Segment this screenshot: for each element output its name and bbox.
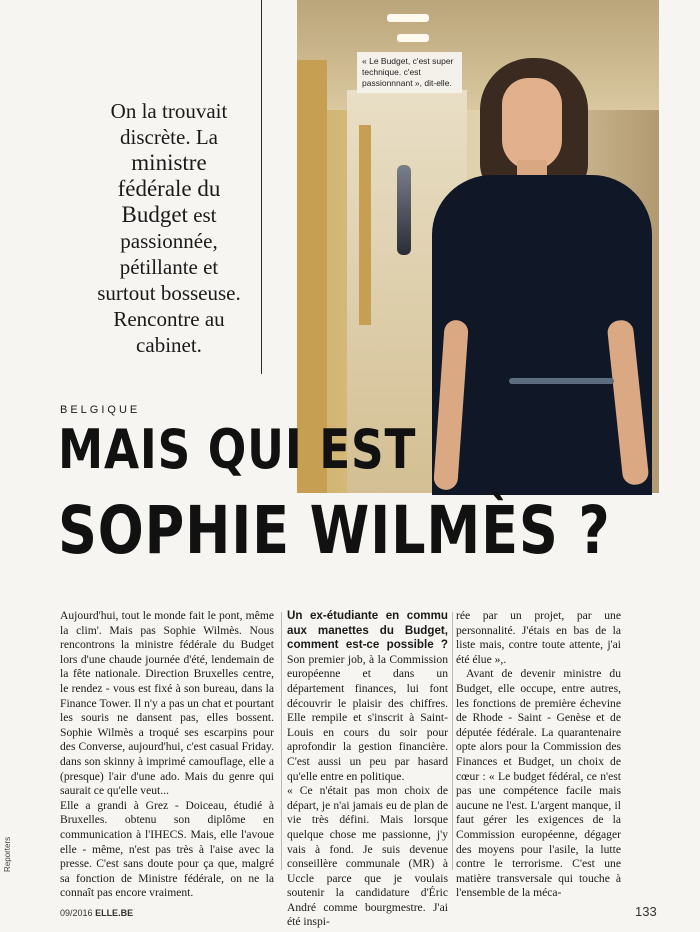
paragraph: rée par un projet, par une personnalité. J'étais en bas de la liste mais, contre toute attente, j'ai été élue »,.	[456, 609, 621, 666]
footer-issue	[60, 908, 133, 918]
intro-line: surtout bosseuse.	[97, 281, 241, 305]
ceiling-light	[387, 14, 429, 22]
intro-line: passionnée,	[120, 229, 218, 253]
background-person	[397, 165, 411, 255]
subject-belt	[509, 378, 614, 384]
article-column-3	[456, 609, 621, 900]
issue-date: 09/2016	[60, 908, 93, 918]
paragraph	[287, 609, 448, 784]
question-lead: Un ex-étudiante en commu aux manettes du Budget, comment est-ce possible ?	[287, 609, 448, 652]
article-column-1	[60, 609, 274, 900]
ceiling-light	[397, 34, 429, 42]
paragraph: Avant de devenir ministre du Budget, elle occupe, entre autres, les fonctions de première échevine de Rhode - Saint - Genèse et de députée fédérale. La quarantenaire opte alors pour la Commission des Finances et Budget, un choix de cœur : « Le budget fédéral, ce n'est pas une compétence facile mais aucune ne l'est. L'argent manque, il faut gérer les exigences de la Commission européenne, dégager des moyens pour l'asile, la lutte contre le terrorisme. C'est une matière transversale qui touche à l'ensemble de la méca-	[456, 667, 621, 900]
headline-line-1: MAIS QUI EST	[58, 418, 417, 481]
intro-line: discrète. La	[120, 125, 218, 149]
intro-word: est	[193, 203, 217, 227]
column-divider	[281, 612, 282, 870]
corridor-door	[359, 125, 371, 325]
intro-line: cabinet.	[136, 333, 202, 357]
intro-line: On la trouvait	[110, 99, 228, 123]
subject-face	[502, 78, 562, 170]
article-column-2	[287, 609, 448, 929]
magazine-name: ELLE.BE	[95, 908, 134, 918]
intro-line: pétillante et	[119, 255, 219, 279]
photo-caption: « Le Budget, c'est super technique. c'est passionnnant », dit-elle.	[357, 52, 462, 93]
intro-divider	[261, 0, 262, 374]
section-kicker: BELGIQUE	[60, 404, 141, 416]
intro-line	[80, 202, 258, 228]
intro-line: ministre	[131, 150, 207, 175]
intro-word: Budget	[121, 202, 188, 227]
intro-line: Rencontre au	[113, 307, 225, 331]
page-number: 133	[635, 904, 657, 919]
intro-line: fédérale du	[117, 176, 221, 201]
headline-line-2: SOPHIE WILMÈS ?	[58, 492, 611, 569]
paragraph: Aujourd'hui, tout le monde fait le pont, même la clim'. Mais pas Sophie Wilmès. Nous rencontrons la ministre fédérale du Budget lors d'une chaude journée d'été, lendemain de la fête nationale. Direction Bruxelles centre, le rendez - vous est fixé à son bureau, dans la Finance Tower. Il n'y a pas un chat et pourtant les souris ne dansent pas, elles bossent. Sophie Wilmès a troqué ses escarpins pour des Converse, aujourd'hui, c'est casual Friday. dans son skinny à imprimé camouflage, elle a (presque) l'air d'une ado. Mais du genre qui saurait ce qu'elle veut...	[60, 609, 274, 798]
intro-deck	[80, 98, 258, 358]
column-divider	[452, 612, 453, 870]
paragraph: « Ce n'était pas mon choix de départ, je n'ai jamais eu de plan de vie très défini. Mais lorsque quelque chose me passionne, j'y vais à fond. Je suis devenue conseillère communale (MR) à Uccle parce que je voulais soutenir la candidature d'Éric André comme bourgmestre. J'ai été inspi-	[287, 784, 448, 929]
paragraph-text: Son premier job, à la Commission européenne et dans un département finances, lui font découvrir le plaisir des chiffres. Elle rempile et s'inscrit à Saint- Louis en cours du soir pour aprofondir la gestion financière. C'est aussi un peu par hasard qu'elle entre en politique.	[287, 652, 448, 783]
paragraph: Elle a grandi à Grez - Doiceau, étudié à Bruxelles. obtenu son diplôme en communication à l'IHECS. Mais, elle l'avoue elle - même, n'est pas très à l'aise avec la presse. C'est sans doute pour ça que, malgré sa fonction de Ministre fédérale, on ne la connaît pas encore vraiment.	[60, 798, 274, 900]
photo-credit: Reporters	[3, 836, 12, 872]
